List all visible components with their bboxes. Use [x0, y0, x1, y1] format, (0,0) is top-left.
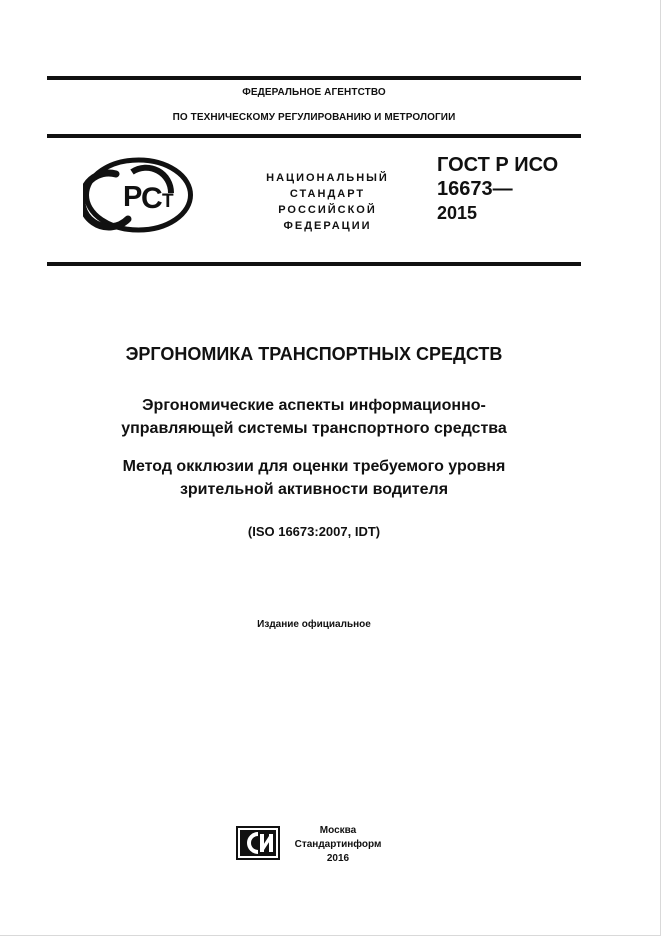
main-title: ЭРГОНОМИКА ТРАНСПОРТНЫХ СРЕДСТВ: [125, 344, 503, 364]
standard-number-line: 16673—: [437, 178, 513, 200]
gost-r-certification-icon: [83, 157, 194, 233]
svg-text:Т: Т: [162, 191, 174, 212]
svg-text:С: С: [141, 182, 163, 215]
subtitle-block-2: [40, 455, 588, 501]
national-label-line: РОССИЙСКОЙ: [278, 204, 377, 216]
subtitle-line: Эргономические аспекты информационно-: [142, 397, 486, 414]
agency-line-2: ПО ТЕХНИЧЕСКОМУ РЕГУЛИРОВАНИЮ И МЕТРОЛОГИИ: [172, 112, 456, 123]
subtitle-line: зрительной активности водителя: [179, 481, 449, 498]
subtitle-line: управляющей системы транспортного средства: [121, 420, 507, 437]
iso-reference: (ISO 16673:2007, IDT): [247, 524, 381, 539]
header-bottom-rule: [47, 262, 581, 266]
standard-number-line: 2015: [437, 203, 478, 223]
subtitle-block-1: [40, 394, 588, 440]
svg-text:Р: Р: [123, 181, 143, 213]
publisher-info: [283, 824, 393, 866]
national-label-line: ФЕДЕРАЦИИ: [283, 220, 372, 232]
national-label-line: СТАНДАРТ: [289, 188, 366, 200]
standartinform-logo-icon: [236, 826, 280, 860]
official-edition-label: Издание официальное: [257, 619, 371, 630]
national-standard-label: [235, 170, 420, 234]
publisher-name: Стандартинформ: [294, 839, 382, 850]
subtitle-line: Метод окклюзии для оценки требуемого уровня: [122, 458, 506, 475]
publication-year: 2016: [326, 853, 350, 864]
standard-number: [437, 153, 587, 225]
national-label-line: НАЦИОНАЛЬНЫЙ: [266, 172, 389, 184]
top-rule: [47, 76, 581, 80]
standard-number-line: ГОСТ Р ИСО: [437, 154, 559, 176]
agency-rule: [47, 134, 581, 138]
publisher-city: Москва: [319, 825, 357, 836]
agency-line-1: ФЕДЕРАЛЬНОЕ АГЕНТСТВО: [242, 87, 386, 98]
